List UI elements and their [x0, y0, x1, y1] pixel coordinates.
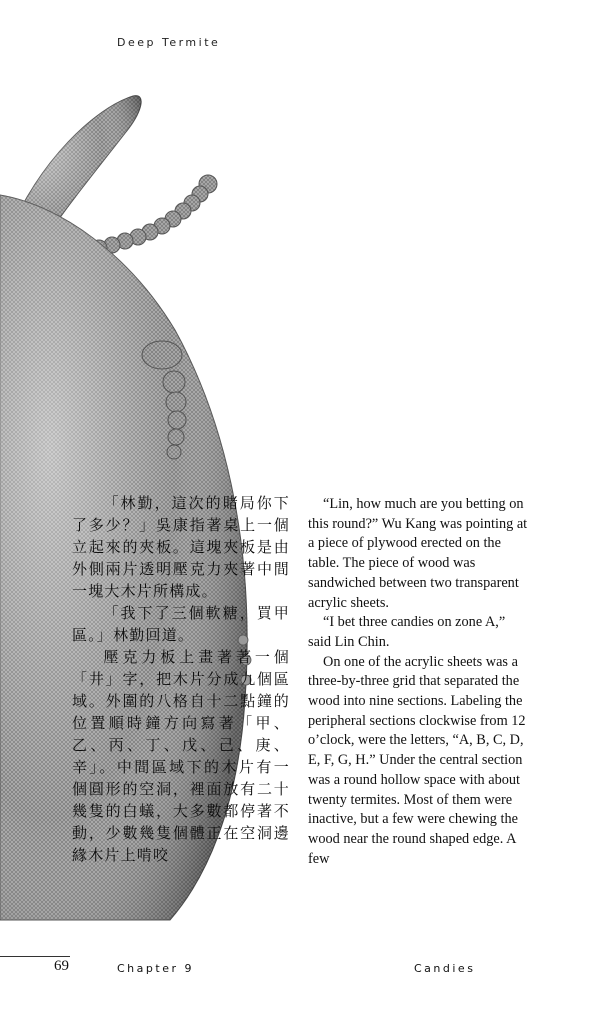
- chinese-paragraph: 壓克力板上畫著著一個「井」字，把木片分成九個區域。外圍的八格自十二點鐘的位置順時鐘方向寫著「甲、乙、丙、丁、戊、己、庚、辛」。中間區域下的木片有一個圓形的空洞，裡面放有二十幾隻的白蟻，大多數都停著不動，少數幾隻個體正在空洞邊緣木片上啃咬: [72, 648, 290, 864]
- english-paragraph: On one of the acrylic sheets was a three-by-three grid that separated the wood into nine sections. Labeling the peripheral sections clockwise from 12 o’clock, were the letters, “A, B, C, D, E, F, G, H.” Under the central section was a round hollow space with about twenty termites. Most of them were inactive, but a few were chewing the wood near the round shaped edge. A few: [308, 653, 526, 867]
- chinese-text-column: [72, 492, 290, 866]
- footer-rule: [0, 956, 70, 957]
- english-text-column: [308, 495, 530, 869]
- section-label: Candies: [414, 962, 476, 975]
- running-head: Deep Termite: [117, 36, 221, 49]
- english-paragraph: “I bet three candies on zone A,” said Lin Chin.: [308, 614, 506, 650]
- chinese-paragraph: 「我下了三個軟糖，買甲區。」林勤回道。: [72, 604, 290, 644]
- english-paragraph: “Lin, how much are you betting on this round?” Wu Kang was pointing at a piece of plywood erected on the table. The piece of wood was sandwiched between two transparent acrylic sheets.: [308, 496, 528, 611]
- page-number: 69: [54, 958, 69, 974]
- chinese-paragraph: 「林勤，這次的賭局你下了多少？」吳康指著桌上一個立起來的夾板。這塊夾板是由外側兩片透明壓克力夾著中間一塊大木片所構成。: [72, 494, 290, 600]
- chapter-label: Chapter 9: [117, 962, 194, 975]
